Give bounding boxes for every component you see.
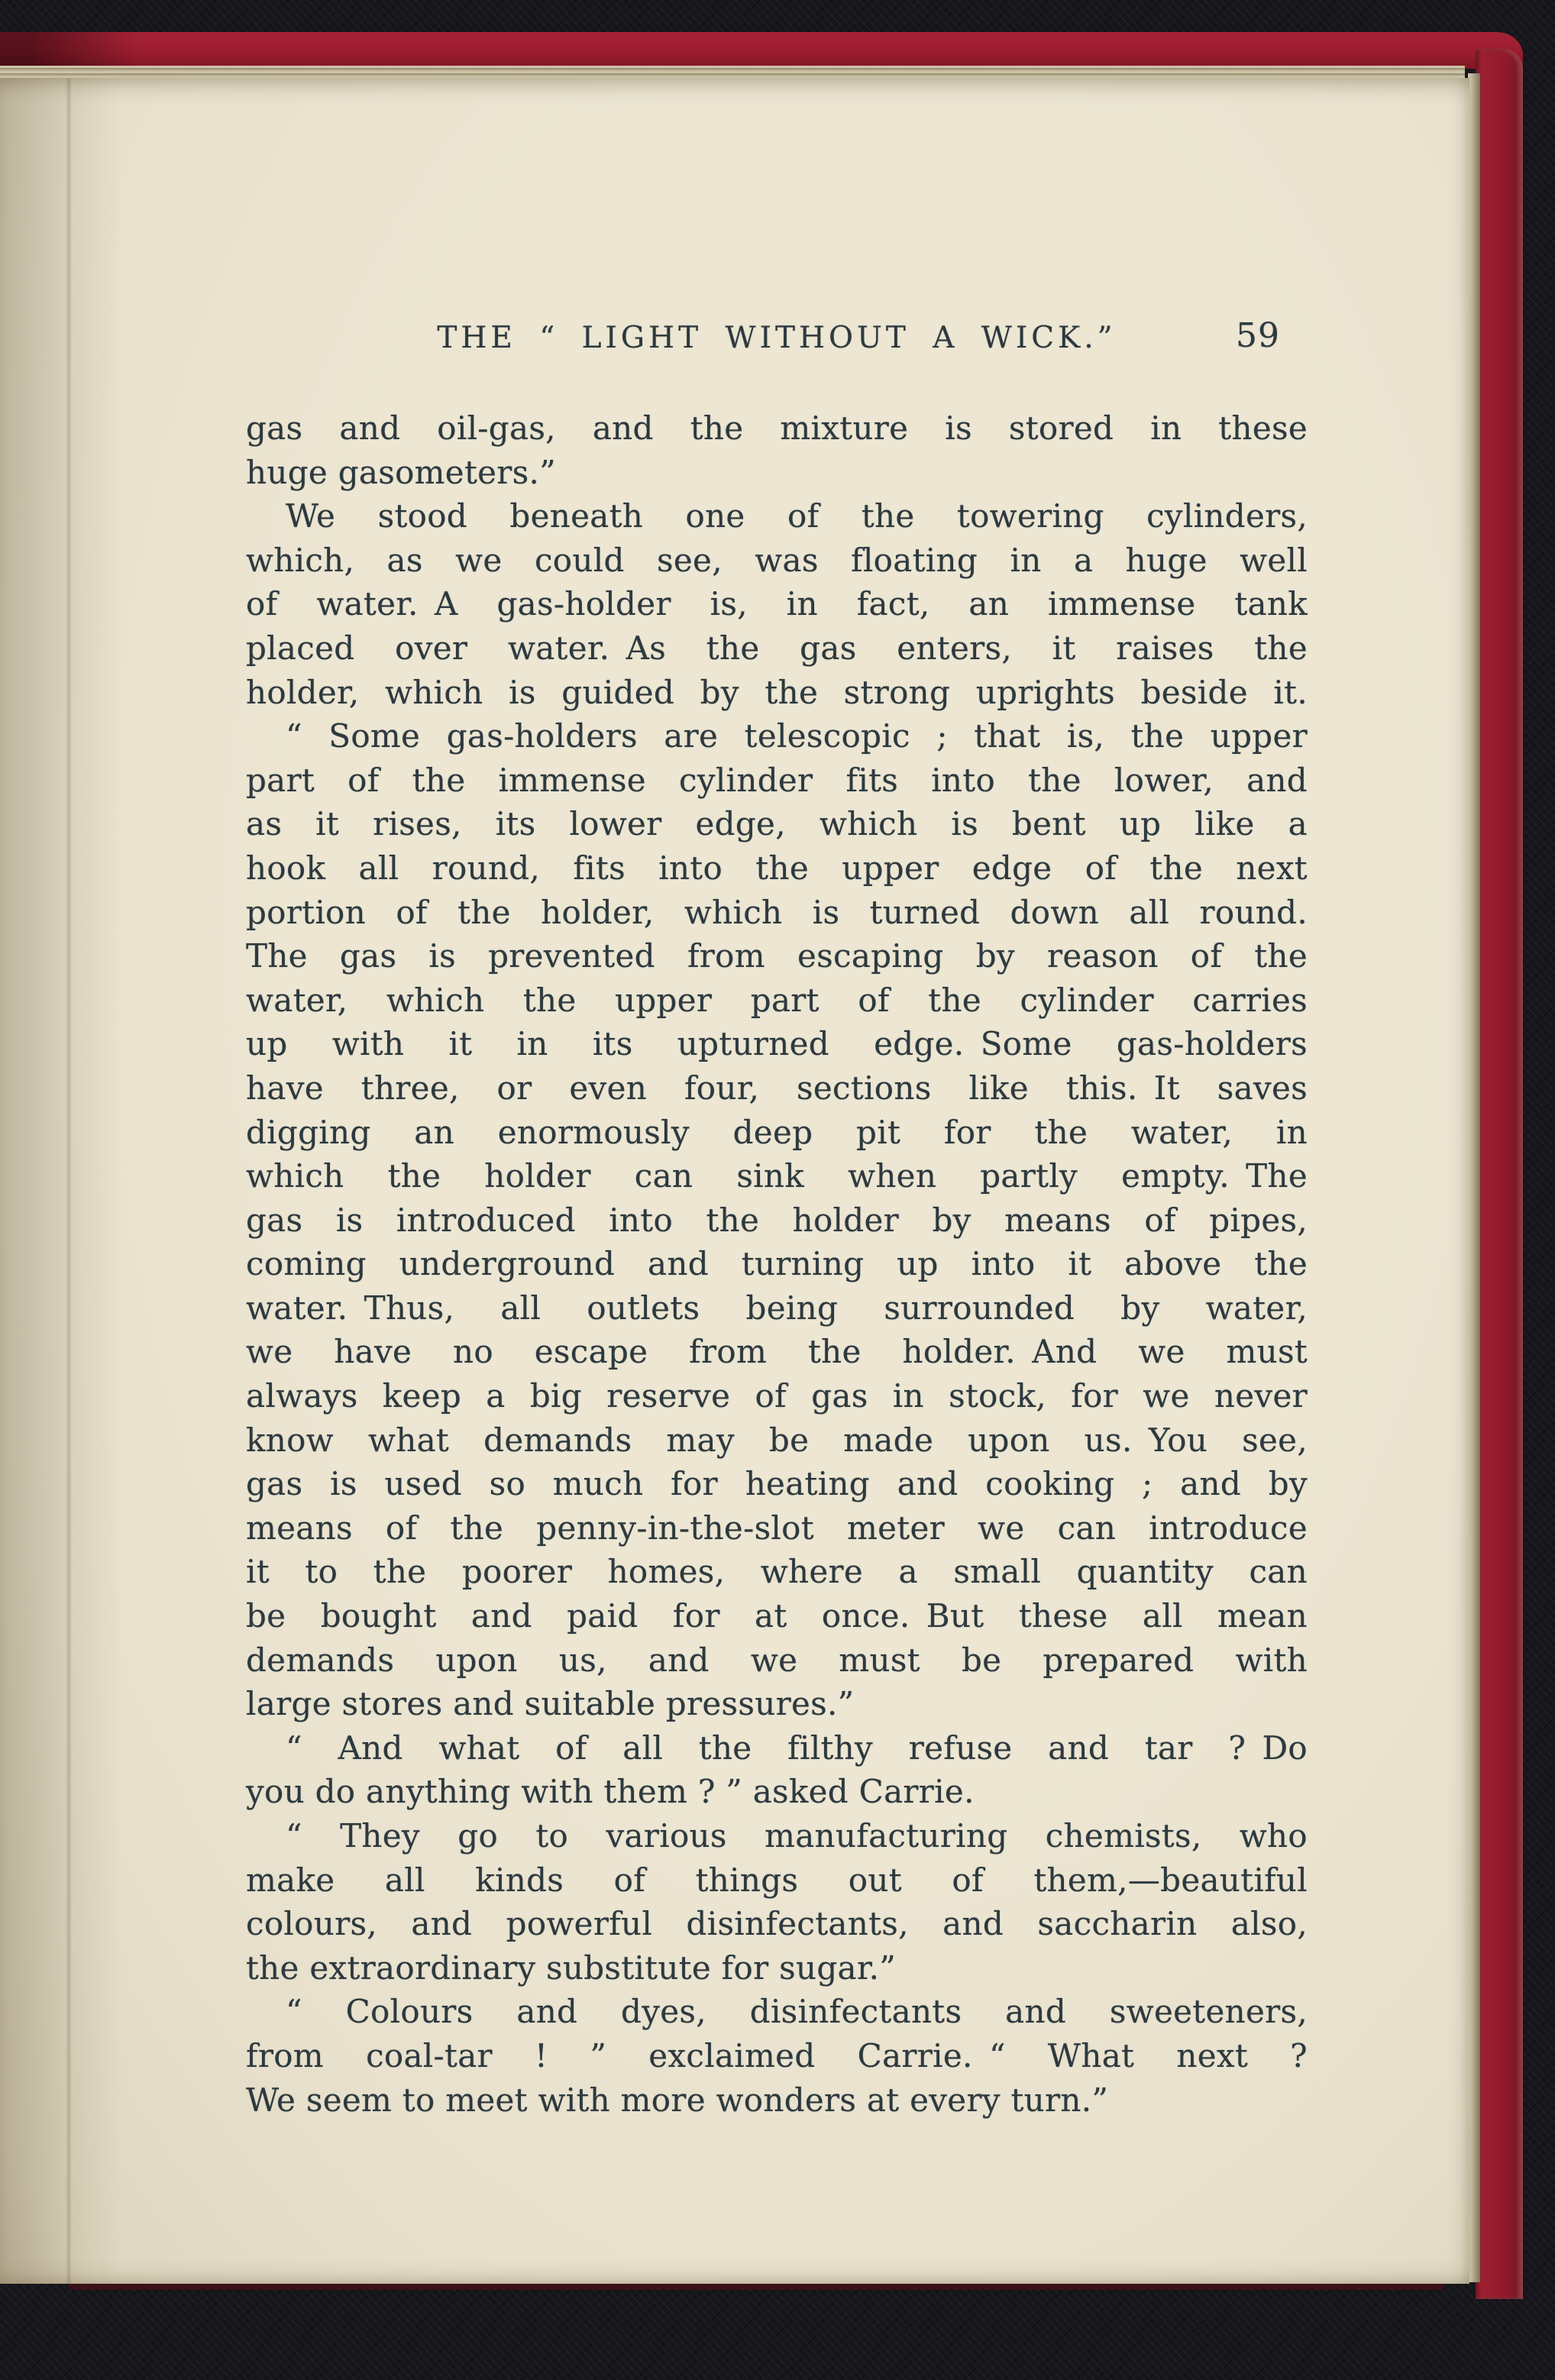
text-line: We stood beneath one of the towering cylinders, <box>286 497 1308 535</box>
text-line: as it rises, its lower edge, which is bent up like a <box>246 805 1308 843</box>
text-line: the extraordinary substitute for sugar.” <box>246 1948 897 1987</box>
gutter-crease-line <box>66 78 72 2284</box>
text-line: water. Thus, all outlets being surrounded by water, <box>246 1289 1308 1327</box>
text-line: “ They go to various manufacturing chemists, who <box>286 1817 1308 1855</box>
text-line: demands upon us, and we must be prepared with <box>246 1641 1308 1679</box>
text-line: we have no escape from the holder. And we must <box>246 1333 1308 1371</box>
text-line: large stores and suitable pressures.” <box>246 1685 855 1723</box>
text-line: means of the penny-in-the-slot meter we can introduce <box>246 1509 1308 1547</box>
text-line: from coal-tar ! ” exclaimed Carrie. “ What next ? <box>246 2036 1308 2074</box>
text-line: make all kinds of things out of them,—beautiful <box>246 1861 1308 1899</box>
text-line: placed over water. As the gas enters, it raises the <box>246 629 1308 667</box>
text-line: gas is introduced into the holder by means of pipes, <box>246 1201 1308 1239</box>
text-line: which, as we could see, was floating in a huge well <box>246 541 1308 579</box>
book-cover-top-edge <box>0 32 1523 69</box>
text-line: of water. A gas-holder is, in fact, an immense tank <box>246 585 1308 623</box>
text-line: “ And what of all the filthy refuse and tar ? Do <box>286 1728 1308 1767</box>
text-line: We seem to meet with more wonders at every turn.” <box>246 2081 1109 2119</box>
text-line: water, which the upper part of the cylinder carries <box>246 981 1308 1019</box>
book-page <box>0 78 1469 2284</box>
text-line: colours, and powerful disinfectants, and saccharin also, <box>246 1905 1308 1943</box>
text-line: hook all round, fits into the upper edge of the next <box>246 849 1308 887</box>
body-text <box>246 406 1308 2122</box>
text-line: huge gasometers.” <box>246 453 556 491</box>
running-title: THE “ LIGHT WITHOUT A WICK.” <box>437 321 1117 355</box>
text-line: which the holder can sink when partly empty. The <box>246 1157 1308 1195</box>
text-line: gas and oil-gas, and the mixture is stored in these <box>246 409 1308 447</box>
book-cover-right-edge <box>1476 49 1523 2299</box>
text-line: be bought and paid for at once. But these all mean <box>246 1597 1308 1635</box>
page-number: 59 <box>1236 316 1280 355</box>
text-line: always keep a big reserve of gas in stock, for we never <box>246 1377 1308 1415</box>
text-line: The gas is prevented from escaping by reason of the <box>246 937 1308 975</box>
page-edge-stack-right <box>1468 73 1480 2282</box>
gutter-shadow <box>0 78 145 2284</box>
text-line: “ Colours and dyes, disinfectants and sweeteners, <box>286 1993 1308 2031</box>
text-line: you do anything with them ? ” asked Carrie. <box>246 1773 975 1811</box>
text-line: “ Some gas-holders are telescopic ; that is, the upper <box>286 717 1308 755</box>
text-line: it to the poorer homes, where a small quantity can <box>246 1553 1308 1591</box>
text-line: holder, which is guided by the strong uprights beside it. <box>246 673 1308 711</box>
text-line: coming underground and turning up into it above the <box>246 1245 1308 1283</box>
running-head <box>246 316 1308 364</box>
text-line: portion of the holder, which is turned down all round. <box>246 893 1308 931</box>
text-line: part of the immense cylinder fits into the lower, and <box>246 761 1308 799</box>
text-line: gas is used so much for heating and cooking ; and by <box>246 1465 1308 1503</box>
text-line: digging an enormously deep pit for the water, in <box>246 1113 1308 1151</box>
text-line: know what demands may be made upon us. You see, <box>246 1421 1308 1459</box>
text-line: have three, or even four, sections like this. It saves <box>246 1069 1308 1107</box>
text-line: up with it in its upturned edge. Some gas-holders <box>246 1025 1308 1063</box>
